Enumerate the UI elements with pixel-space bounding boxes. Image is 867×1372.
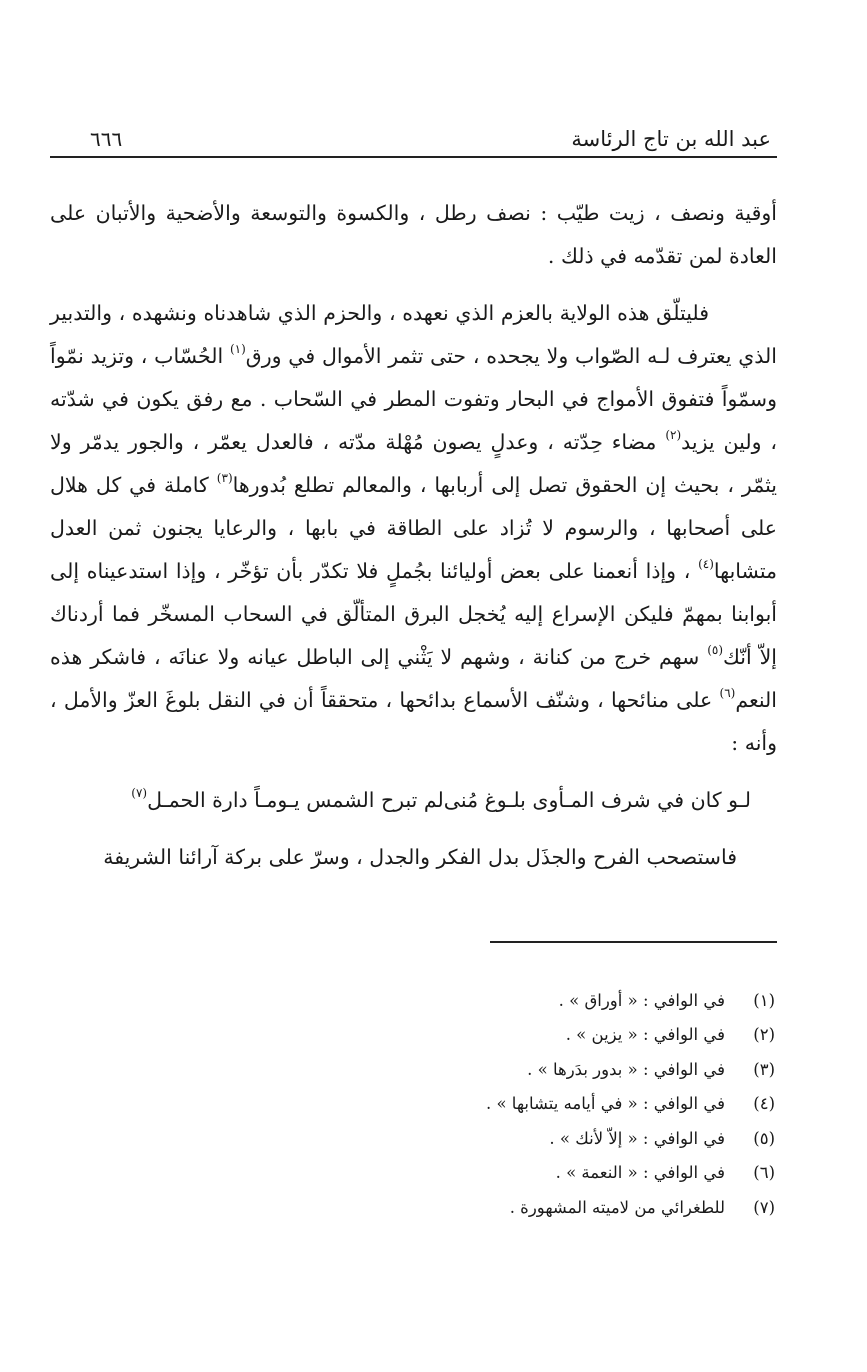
footnote-marker-2: (٢) <box>665 428 682 442</box>
verse-first-hemistich: لـو كان في شرف المـأوى بلـوغ مُنى <box>443 788 751 812</box>
footnote-item <box>50 1121 777 1156</box>
footnote-text: في الوافي : « بدور بدَرها » . <box>527 1059 725 1079</box>
footnotes-list <box>50 983 777 1225</box>
footnote-text: للطغرائي من لاميته المشهورة . <box>509 1197 725 1217</box>
footnote-number: (٦) <box>753 1163 775 1183</box>
footnote-text: في الوافي : « يزين » . <box>565 1025 725 1045</box>
text-segment: فليتلّق هذه الولاية بالعزم الذي نعهده ، والحزم الذي شاهدناه ونشهده ، والتدبير الذي يعترف لـه الصّواب ولا يجحده ، حتى تثمر الأموال في ورق <box>50 301 777 368</box>
footnote-number: (٢) <box>753 1025 775 1045</box>
footnote-separator <box>490 941 777 943</box>
footnote-item <box>50 1190 777 1225</box>
footnote-marker-1: (١) <box>229 342 246 356</box>
main-text <box>50 192 777 879</box>
footnote-marker-4: (٤) <box>698 557 714 571</box>
text-segment: الحُسّاب ، وتزيد نمّواً وسمّواً فتفوق الأمواج في البحار وتفوت المطر في السّحاب . مع رفق يكون في شدّته ، ولين يزيد <box>50 344 777 454</box>
paragraph-appointment <box>50 292 777 765</box>
footnote-marker-6: (٦) <box>719 686 736 700</box>
text-segment: سهم خرج من كنانة ، وشهم لا يَثْني إلى الباطل عيانه ولا عنانَه ، فاشكر هذه النعم <box>50 645 777 712</box>
footnote-number: (٣) <box>753 1059 775 1079</box>
footnote-item <box>50 1018 777 1053</box>
text-segment: ، وإذا أنعمنا على بعض أوليائنا بجُملٍ فلا تكدّر بأن تؤخّر ، وإذا استدعيناه إلى أبوابنا بمهمّ فليكن الإسراع إليه يُخجل البرق المتألّق في السحاب المسخّر فما أردناك إلاّ أنّك <box>50 559 777 669</box>
poetry-verse <box>50 779 777 822</box>
page-header <box>50 118 777 158</box>
footnote-item <box>50 1052 777 1087</box>
page-number: ٦٦٦ <box>90 127 123 151</box>
footnote-text: في الوافي : « في أيامه يتشابها » . <box>485 1094 725 1114</box>
footnote-number: (١) <box>753 990 775 1010</box>
footnote-marker-3: (٣) <box>216 471 233 485</box>
footnote-text: في الوافي : « النعمة » . <box>555 1163 725 1183</box>
footnote-number: (٥) <box>753 1128 775 1148</box>
text-segment: كاملة في كل هلال على أصحابها ، والرسوم لا تُزاد على الطاقة في بابها ، والرعايا يجنون ثمن العدل متشابها <box>50 473 777 583</box>
footnote-text: في الوافي : « أوراق » . <box>558 990 725 1010</box>
paragraph-continuation: أوقية ونصف ، زيت طيّب : نصف رطل ، والكسوة والتوسعة والأضحية والأتبان على العادة لمن تقدّمه في ذلك . <box>50 201 777 268</box>
text-segment: مضاء حِدّته ، وعدلٍ يصون مُهْلة مدّته ، فالعدل يعمّر ، والجور يدمّر ولا يثمّر ، بحيث إن الحقوق تصل إلى أربابها ، والمعالم تطلع بُدورها <box>50 430 777 497</box>
paragraph-closing: فاستصحب الفرح والجذَل بدل الفكر والجدل ، وسرّ على بركة آرائنا الشريفة <box>103 845 737 869</box>
footnote-item <box>50 1087 777 1122</box>
verse-second-hemistich <box>131 779 444 822</box>
footnote-number: (٤) <box>753 1094 775 1114</box>
footnote-marker-5: (٥) <box>707 643 724 657</box>
footnote-marker-7: (٧) <box>131 786 148 800</box>
footnote-number: (٧) <box>753 1197 775 1217</box>
text-segment: على منائحها ، وشنّف الأسماع بدائحها ، متحققاً أن في النقل بلوغَ العزّ والأمل ، وأنه : <box>50 688 777 755</box>
footnote-item <box>50 1156 777 1191</box>
footnote-item <box>50 983 777 1018</box>
footnote-text: في الوافي : « إلاّ لأنك » . <box>549 1128 725 1148</box>
verse-text: لم تبرح الشمس يـومـاً دارة الحمـل <box>147 788 444 812</box>
running-title: عبد الله بن تاج الرئاسة <box>571 127 771 151</box>
